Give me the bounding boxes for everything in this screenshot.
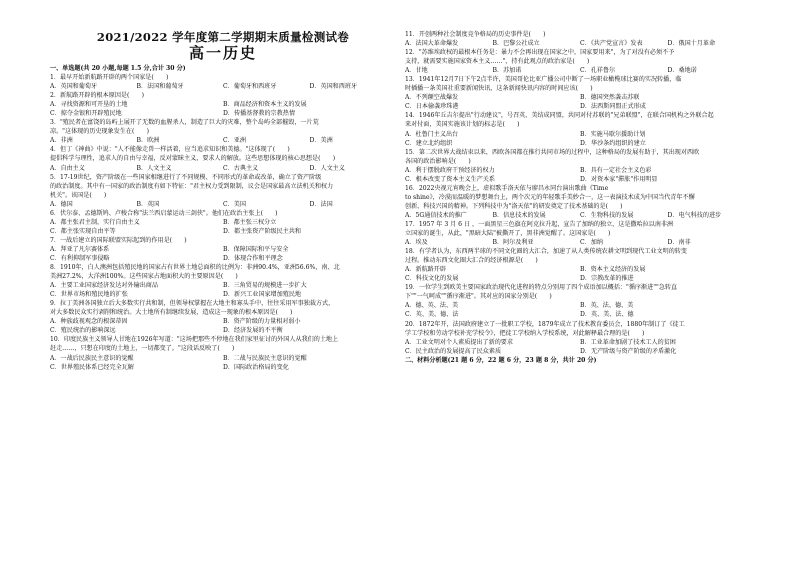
answer-option: B．具有一定社会主义色彩 [580,166,652,174]
question-text: 提倡科学与理性，追求人的自由与幸福，反对蒙昧主义，要求人的解放。这些思想体现的核心思想是( ) [50,155,336,163]
answer-option: C．葡萄牙和西班牙 [223,83,277,91]
question-text: 1．最早开始新航路开辟的两个国家是( ) [50,74,169,82]
answer-option: D．体现合作和平理念 [223,254,283,262]
answer-option: B．法国和葡萄牙 [136,83,184,91]
section-heading: 一、单选题(共 20 小题,每题 1.5 分,合计 30 分) [50,65,186,72]
question-text: 9．拉丁美洲各国独立后大多数实行共和制，但领导权掌握在大地主和寡头手中，往往采用军事独裁方式， [50,300,335,308]
answer-option: D．无产阶级与资产阶级的矛盾激化 [580,347,677,355]
answer-options [405,93,755,102]
question-text: 12．"苏维埃政权的最根本任务是：暴力不会再出现在国家之中，国家要用来"，为了对没有必须不予 [405,49,675,57]
exam-subtitle: 高一历史 [188,44,257,62]
question-text: 11．开创两种社会制度竞争格局的历史事件是( ) [405,31,546,38]
answer-options [405,39,755,48]
question-text: 7．一战后建立的国际联盟实际起到的作用是( ) [50,236,187,244]
answer-options [50,363,396,372]
question-text: to shine》，冷漠而温暖的梦想舞台上，两个次元的年轻歌手美妙合一，这一表演技术成为中国当代青年不懈 [405,193,695,201]
answer-option: D．国际政治格局的变化 [223,363,289,371]
question-text: 5．17-19世纪，资产阶级在一些国家相继进行了不同规模、不同形式的革命或改革，确立了资产阶级 [50,173,322,181]
question-text: 20．1872年开，法国政府建立了一批职工学校，1879年成立了技术教育委员会，1880年制订了《徒工 [405,320,685,328]
answer-option: A．一战后民族民主意识的觉醒 [50,354,134,362]
question-text: 17．1957 年 3 月 6 日 ，一面黑星三色旗在阿克拉升起，宣告了加纳的独立，这是撒哈拉以南非洲 [405,220,674,228]
answer-options [50,164,396,173]
answer-option: D．对资本家"滞胀"作用明显 [580,175,658,183]
answer-option: B．信息技术的发展 [492,211,546,219]
answer-option: D．美洲 [309,137,333,145]
left-column [50,30,396,372]
answer-option: B．英、法、德、美 [580,302,634,310]
answer-option: A．德、英、法、美 [405,302,459,310]
answer-option: B．三角贸易的规模进一步扩大 [223,282,307,290]
answer-option: C．美国 [223,200,246,208]
question-text: 时插播一条美国社重要新闻快讯，这条新闻快讯内容的时间应该( ) [405,85,593,93]
answer-options [405,66,755,75]
question-text: 10．印度民族主义领导人甘地在1926年写道："这场把那些不停地在我们家里征讨的外国人从我们的土地上 [50,336,339,344]
question-text: 18．有学者认为，东西两半球的不同文化圈的大汇合，加速了从人类传统农耕文明到现代工业文明的转变 [405,248,687,256]
answer-option: B．欧洲 [136,137,160,145]
question-text: 立国家的诞生，从此，"黑暗大陆"被撕开了，黑非洲觉醒了。这国家是( ) [405,230,611,238]
answer-options [405,301,755,310]
answer-option: D．法国 [309,200,333,208]
answer-option: A．甘地 [405,67,428,75]
question-text: 8．1910年，白人澳洲包括殖民地的国家占有世界土地总面积的比例为：非洲90.4%，亚洲56.6%，南、北 [50,264,340,272]
answer-option: C．建立北约组织 [405,139,453,147]
answer-options [50,281,396,290]
answer-option: B．苏加诺 [492,67,522,75]
answer-option: A．主要工业国家经济发达对外输出商品 [50,282,158,290]
question-text: 的政治制度。其中有一国家的政治制度有如下特征："君主权力受到限制，议会是国家最高立法机关和权力 [50,182,334,190]
answer-option: D．桑地诺 [667,67,697,75]
answer-option: C．世界市场和殖民地的扩张 [50,291,128,299]
answer-option: A．拜亚了凡尔赛体系 [50,245,110,253]
question-text: 机关"。该国是( ) [50,191,107,199]
answer-options [405,338,755,347]
answer-option: A．寻找资源和可开垦的土地 [50,101,128,109]
question-text: 赶走……，只想在印度的土地上，一切都变了。"这段话反映了( ) [50,345,235,353]
section-heading: 二、材料分析题(21 题 6 分，22 题 6 分，23 题 8 分，共计 20 分) [405,356,597,364]
question-text: 创新、科技兴国的精神。下列科技中为"洛天依"的研发奠定了技术基础的是( ) [405,202,623,210]
answer-options [405,166,755,175]
right-questions [405,30,755,365]
answer-options [405,139,755,148]
answer-options [405,211,755,220]
exam-title: 2021/2022 学年度第二学期期末质量检测试卷 [96,30,350,44]
answer-option: A．不列颠空战爆发 [405,94,459,102]
answer-options [405,265,755,274]
question-text: 3．"殖民者在富饶的岛屿上展开了无数的血腥杀人，制造了巨大的灾难，整个岛屿全部摧毁，一片荒 [50,119,319,127]
answer-option: A．英国和葡萄牙 [50,83,98,91]
answer-options [50,100,396,109]
question-text: 各国的政治影响是( ) [405,157,471,165]
answer-option: D．新兴工业国家增加殖民地 [223,291,302,299]
question-text: 下""一气呵成""循序渐进"。其对应的国家分别是( ) [405,293,552,301]
answer-option: A．工业文明对个人素质提出了新的要求 [405,338,513,346]
question-text: 6．伏尔泰、孟德斯鸠、卢梭合称"法兰西启蒙运动三剑侠"。他们在政治主张上( ) [50,209,278,217]
answer-option: C．日本偷袭珍珠港 [405,103,459,111]
answer-option: C．英、美、德、法 [405,311,459,319]
answer-option: C．科技文化的发展 [405,275,459,283]
answer-option: D．宗教改革的推进 [580,275,634,283]
answer-option: C．掠夺金银和开辟殖民地 [50,110,122,118]
answer-options [405,130,755,139]
answer-option: D．经济发展的不平衡 [223,327,283,335]
answer-options [50,82,396,91]
answer-option: D．华沙条约组织的建立 [580,139,646,147]
question-text: 13．1941年12月7日下午2点半许，美国哥伦比亚广播公司中断了一场职业橄榄球比赛的实况转播，临 [405,76,682,84]
answer-options [50,354,396,363]
question-text: 2．新航路开辟的根本原因是( ) [50,92,144,100]
question-text: 16．2022央视元宵晚会上，虚拟歌手洛天依与廖昌永同台演出歌曲《Time [405,184,609,192]
left-questions [50,64,396,372]
answer-option: D．法西斯同盟正式形成 [580,103,646,111]
right-column [405,30,755,365]
answer-option: B．二战与民族民主意识的觉醒 [223,354,307,362]
answer-option: C．民主政治的发展提高了民众素质 [405,347,502,355]
answer-option: A．埃及 [405,239,428,247]
answer-option: B．人文主义 [136,164,172,172]
answer-option: B．实施马歇尔援助计划 [580,130,646,138]
answer-options [50,136,396,145]
answer-option: B．都主张三权分立 [223,218,277,226]
answer-options [50,227,396,236]
question-text: 支持，就需要实施国家资本主义……"，持有此观点的政治家是( ) [405,58,590,66]
answer-options [50,245,396,254]
question-text: 凉。"这体现的历史现象发生在( ) [50,128,149,136]
answer-options [50,109,396,118]
answer-option: C．加纳 [580,239,603,247]
answer-options [405,102,755,111]
answer-option: D．俄国十月革命 [667,40,716,48]
answer-option: A．种族歧视观念的根深蒂固 [50,318,128,326]
answer-option: C．古典主义 [223,164,259,172]
answer-options [405,238,755,247]
answer-options [405,347,755,356]
answer-option: A．自由主义 [50,164,85,172]
answer-option: A．德国 [50,200,73,208]
answer-option: C．《共产党宣言》发表 [580,40,643,48]
answer-options [50,326,396,335]
answer-options [405,175,755,184]
answer-option: D．都主张资产阶级民主共和 [223,227,302,235]
answer-option: B．德国突然袭击苏联 [580,94,640,102]
answer-options [50,254,396,263]
answer-option: C．都主张实现自由平等 [50,227,116,235]
answer-option: D．电气科技的进步 [667,211,722,219]
answer-option: A．新航路开辟 [405,266,446,274]
answer-option: C．有利抑制军事侵略 [50,254,110,262]
answer-options [50,290,396,299]
answer-option: A．5G通信技术的推广 [405,211,467,219]
answer-option: A．法国大革命爆发 [405,40,459,48]
answer-options [405,274,755,283]
answer-option: A．杜鲁门主义出台 [405,130,459,138]
answer-option: C．世界殖民体系已经完全瓦解 [50,363,134,371]
question-text: 15．第二次世界大战结束以来，西欧各国都在推行共同市场的过程中，这种格局的发展有助于，其出现对西欧 [405,148,700,156]
answer-option: B．商品经济和资本主义的发展 [223,101,307,109]
answer-option: C．生物科技的发展 [580,211,634,219]
answer-option: B．资产阶级的力量相对弱小 [223,318,301,326]
answer-option: D．传播基督教的宗教热情 [223,110,295,118]
answer-option: D．英国和西班牙 [309,83,358,91]
answer-options [405,310,755,319]
answer-option: A．都主张君主制，实行自由主义 [50,218,140,226]
answer-option: D．英、美、法、德 [580,311,634,319]
answer-options [50,317,396,326]
question-text: 学工学校和劳动学校补充学校令》，把徒工学校纳入学校系统，对此解释最合理的是( ) [405,329,645,337]
answer-option: A．非洲 [50,137,73,145]
answer-option: A．利于摆脱政府干预经济的权力 [405,166,495,174]
question-text: 4．但丁《神曲》中说："人不能像走兽一样活着，应当追求知识和美德。"这体现了( ) [50,146,290,154]
answer-option: B．保障国际和平与安全 [223,245,289,253]
answer-option: B．工业革命加剧了技术工人的贫困 [580,338,676,346]
answer-options [50,200,396,209]
answer-option: C．根本改变了资本主义生产关系 [405,175,495,183]
answer-option: D．人文主义 [309,164,345,172]
answer-options [50,218,396,227]
question-text: 美洲27.2%，大洋洲100%。这些国家占地面积大的主要原因是( ) [50,273,238,281]
question-text: 来对付面，美国实施该计划的标志是( ) [405,121,520,129]
answer-option: D．南非 [667,239,691,247]
question-text: 过程。推动东西文化圈大汇合的经济根源是( ) [405,257,538,265]
answer-option: C．孔祥鲁尔 [580,67,616,75]
answer-option: B．资本主义经济的发展 [580,266,646,274]
answer-option: B．巴黎公社成立 [492,40,540,48]
answer-option: C．殖民统治的影响深远 [50,327,116,335]
question-text: 19．一位学生到欧美主要国家政治现代化进程的特点分别用了四个成语加以概括："循序渐进""急转直 [405,284,678,292]
question-text: 对大多数民众实行剥削和统治。大土地所有制继续发展，造成这一现象的根本原因是( ) [50,309,293,317]
answer-option: C．亚洲 [223,137,246,145]
answer-option: B．阿尔及利亚 [492,239,534,247]
question-text: 14．1946年丘吉尔提出"行动建议"，号召英、美结成同盟，共同对付苏联的"兄弟联盟"，在联合国机构之外联合起 [405,112,714,120]
answer-option: B．英国 [136,200,160,208]
